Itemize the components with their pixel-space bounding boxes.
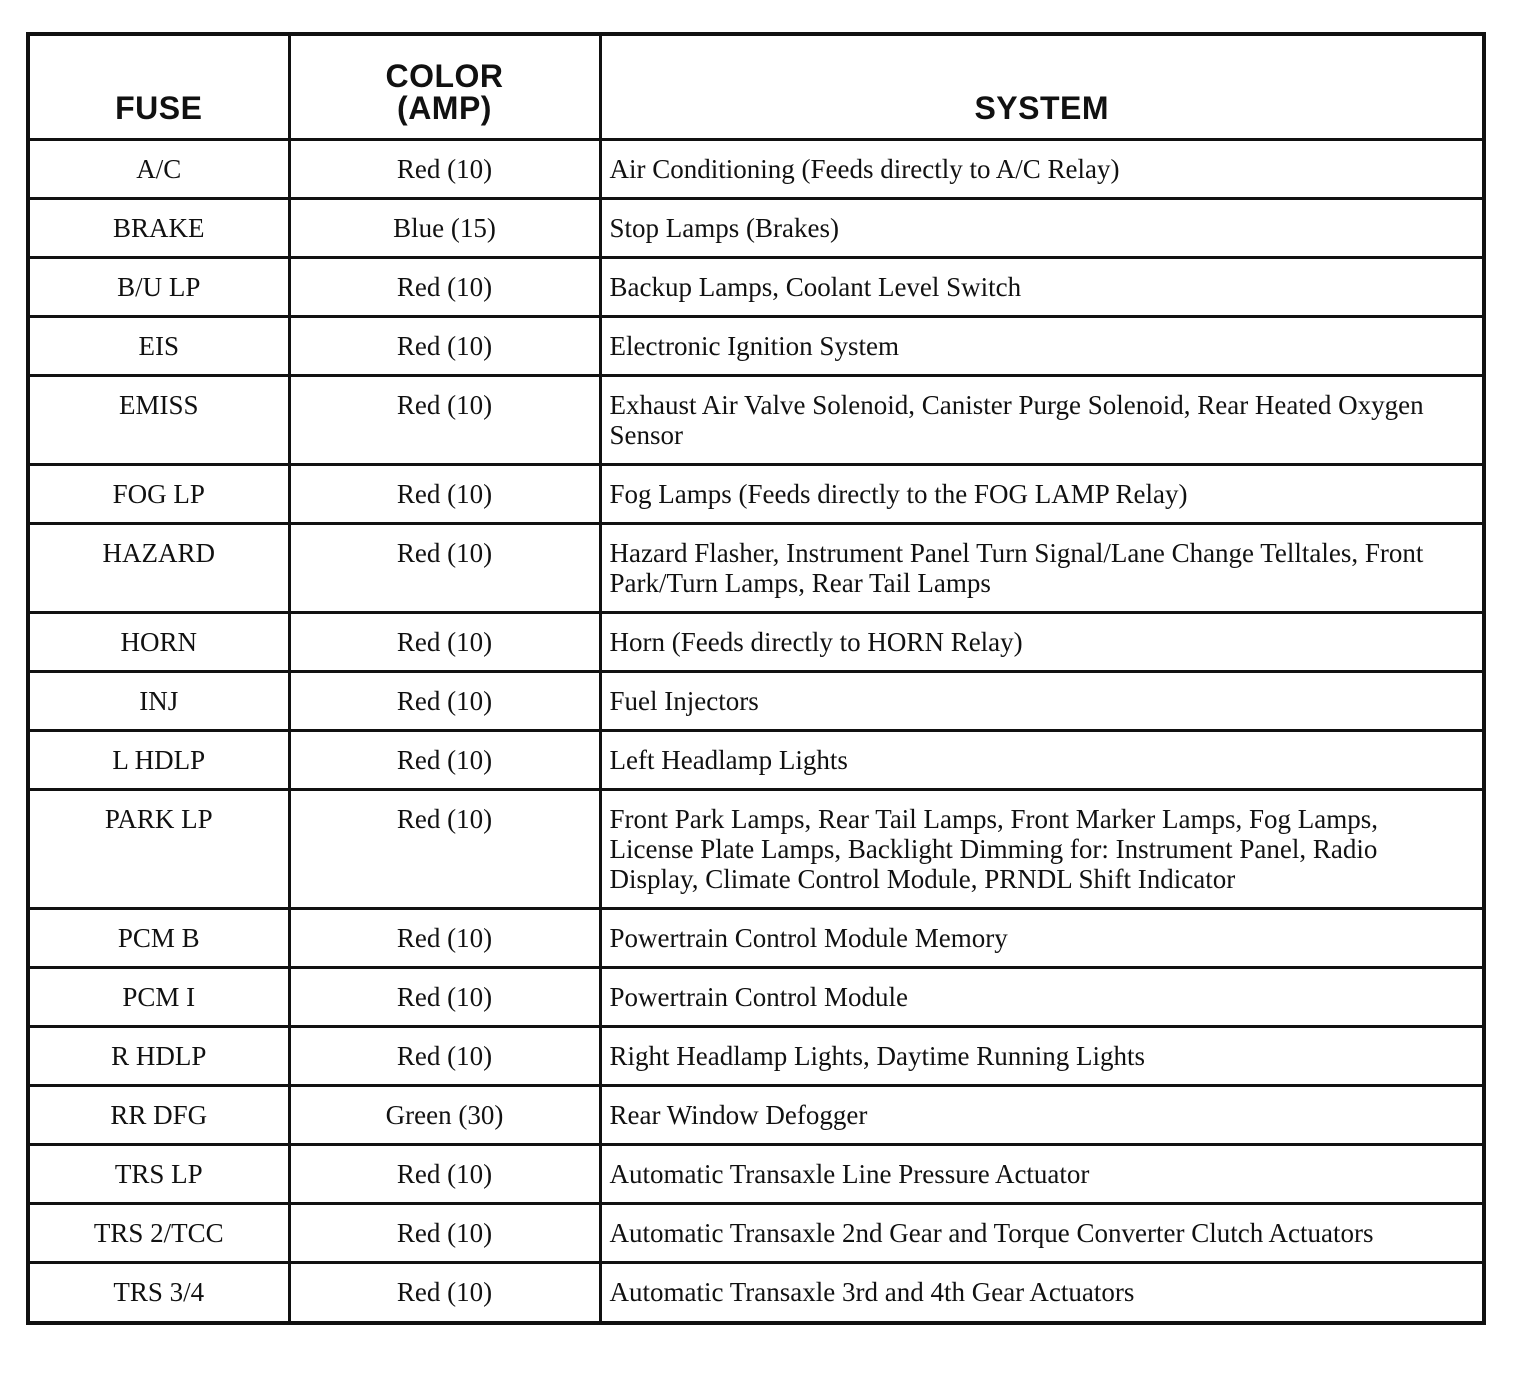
- table-row: [28, 968, 1484, 1027]
- table-header: [28, 34, 1484, 140]
- system-cell: Automatic Transaxle 3rd and 4th Gear Actuators: [600, 1263, 1484, 1324]
- fuse-cell: INJ: [28, 672, 289, 731]
- fuse-cell: B/U LP: [28, 258, 289, 317]
- system-cell: Front Park Lamps, Rear Tail Lamps, Front Marker Lamps, Fog Lamps, License Plate Lamps, Backlight Dimming for: Instrument Panel, Radio Display, Climate Control Module, PRNDL Shift Indicator: [600, 790, 1484, 909]
- color-amp-cell: Red (10): [289, 968, 600, 1027]
- color-amp-cell: Red (10): [289, 524, 600, 613]
- fuse-cell: TRS 3/4: [28, 1263, 289, 1324]
- header-row: [28, 34, 1484, 140]
- system-cell: Air Conditioning (Feeds directly to A/C Relay): [600, 140, 1484, 199]
- system-cell: Powertrain Control Module Memory: [600, 909, 1484, 968]
- system-cell: Powertrain Control Module: [600, 968, 1484, 1027]
- system-cell: Backup Lamps, Coolant Level Switch: [600, 258, 1484, 317]
- fuse-cell: FOG LP: [28, 465, 289, 524]
- header-fuse-label: FUSE: [115, 90, 203, 126]
- fuse-cell: TRS LP: [28, 1145, 289, 1204]
- color-amp-cell: Red (10): [289, 1263, 600, 1324]
- table-row: [28, 1027, 1484, 1086]
- table-row: [28, 317, 1484, 376]
- fuse-cell: EIS: [28, 317, 289, 376]
- color-amp-cell: Red (10): [289, 376, 600, 465]
- color-amp-cell: Green (30): [289, 1086, 600, 1145]
- fuse-cell: L HDLP: [28, 731, 289, 790]
- color-amp-cell: Red (10): [289, 790, 600, 909]
- table-row: [28, 1204, 1484, 1263]
- color-amp-cell: Blue (15): [289, 199, 600, 258]
- system-cell: Horn (Feeds directly to HORN Relay): [600, 613, 1484, 672]
- system-cell: Rear Window Defogger: [600, 1086, 1484, 1145]
- fuse-cell: PARK LP: [28, 790, 289, 909]
- system-cell: Left Headlamp Lights: [600, 731, 1484, 790]
- fuse-cell: PCM B: [28, 909, 289, 968]
- header-amp-label: (AMP): [397, 90, 492, 126]
- table-row: [28, 909, 1484, 968]
- color-amp-cell: Red (10): [289, 1027, 600, 1086]
- system-cell: Hazard Flasher, Instrument Panel Turn Signal/Lane Change Telltales, Front Park/Turn Lamps, Rear Tail Lamps: [600, 524, 1484, 613]
- color-amp-cell: Red (10): [289, 1145, 600, 1204]
- fuse-cell: PCM I: [28, 968, 289, 1027]
- color-amp-cell: Red (10): [289, 909, 600, 968]
- fuse-cell: EMISS: [28, 376, 289, 465]
- table-row: [28, 1263, 1484, 1324]
- header-system-label: SYSTEM: [974, 90, 1110, 126]
- table-body: [28, 140, 1484, 1324]
- color-amp-cell: Red (10): [289, 140, 600, 199]
- fuse-cell: RR DFG: [28, 1086, 289, 1145]
- system-cell: Fuel Injectors: [600, 672, 1484, 731]
- color-amp-cell: Red (10): [289, 613, 600, 672]
- table-row: [28, 1086, 1484, 1145]
- fuse-table: [26, 32, 1486, 1325]
- table-row: [28, 465, 1484, 524]
- header-fuse: [28, 34, 289, 140]
- fuse-cell: HORN: [28, 613, 289, 672]
- fuse-cell: R HDLP: [28, 1027, 289, 1086]
- header-color-label: COLOR: [385, 58, 504, 94]
- table-row: [28, 672, 1484, 731]
- header-color-amp: [289, 34, 600, 140]
- table-row: [28, 140, 1484, 199]
- fuse-cell: BRAKE: [28, 199, 289, 258]
- table-row: [28, 613, 1484, 672]
- table-row: [28, 199, 1484, 258]
- table-row: [28, 731, 1484, 790]
- color-amp-cell: Red (10): [289, 258, 600, 317]
- table-row: [28, 524, 1484, 613]
- color-amp-cell: Red (10): [289, 465, 600, 524]
- system-cell: Right Headlamp Lights, Daytime Running Lights: [600, 1027, 1484, 1086]
- table-row: [28, 376, 1484, 465]
- system-cell: Stop Lamps (Brakes): [600, 199, 1484, 258]
- fuse-cell: A/C: [28, 140, 289, 199]
- system-cell: Automatic Transaxle Line Pressure Actuator: [600, 1145, 1484, 1204]
- color-amp-cell: Red (10): [289, 317, 600, 376]
- system-cell: Exhaust Air Valve Solenoid, Canister Purge Solenoid, Rear Heated Oxygen Sensor: [600, 376, 1484, 465]
- header-system: [600, 34, 1484, 140]
- fuse-cell: HAZARD: [28, 524, 289, 613]
- system-cell: Electronic Ignition System: [600, 317, 1484, 376]
- color-amp-cell: Red (10): [289, 731, 600, 790]
- system-cell: Fog Lamps (Feeds directly to the FOG LAMP Relay): [600, 465, 1484, 524]
- table-row: [28, 790, 1484, 909]
- table-row: [28, 1145, 1484, 1204]
- fuse-cell: TRS 2/TCC: [28, 1204, 289, 1263]
- color-amp-cell: Red (10): [289, 1204, 600, 1263]
- system-cell: Automatic Transaxle 2nd Gear and Torque Converter Clutch Actuators: [600, 1204, 1484, 1263]
- table-row: [28, 258, 1484, 317]
- color-amp-cell: Red (10): [289, 672, 600, 731]
